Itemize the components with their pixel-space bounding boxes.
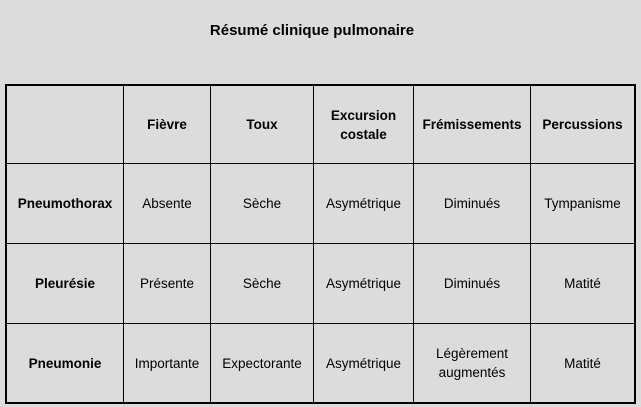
clinical-summary-table bbox=[5, 84, 636, 404]
table-cell: Matité bbox=[564, 355, 601, 371]
table-cell: Asymétrique bbox=[314, 324, 414, 402]
table-cell: Légèrement augmentés bbox=[414, 324, 531, 402]
column-header-percussions: Percussions bbox=[531, 86, 634, 164]
table-cell: Asymétrique bbox=[314, 244, 414, 324]
table-cell: Sèche bbox=[211, 244, 314, 324]
column-header-toux: Toux bbox=[211, 86, 314, 164]
row-header-pneumothorax: Pneumothorax bbox=[7, 164, 124, 244]
table-cell: Matité bbox=[531, 244, 634, 324]
row-header-pneumonie: Pneumonie bbox=[7, 324, 124, 402]
table-cell: Diminués bbox=[414, 164, 531, 244]
column-header-excursion-costale: Excursion costale bbox=[314, 86, 414, 164]
table-cell: Tympanisme bbox=[531, 164, 634, 244]
table-cell: Absente bbox=[124, 164, 211, 244]
table-cell: Diminués bbox=[414, 244, 531, 324]
table-cell: Expectorante bbox=[211, 324, 314, 402]
row-header-pleuresie: Pleurésie bbox=[7, 244, 124, 324]
table-cell: Asymétrique bbox=[314, 164, 414, 244]
column-header-fievre: Fièvre bbox=[124, 86, 211, 164]
table-cell: Importante bbox=[124, 324, 211, 402]
table-corner-cell bbox=[7, 86, 124, 164]
column-header-fremissements: Frémissements bbox=[414, 86, 531, 164]
table-cell: Présente bbox=[124, 244, 211, 324]
table-cell: Sèche bbox=[211, 164, 314, 244]
page-title: Résumé clinique pulmonaire bbox=[209, 22, 415, 39]
